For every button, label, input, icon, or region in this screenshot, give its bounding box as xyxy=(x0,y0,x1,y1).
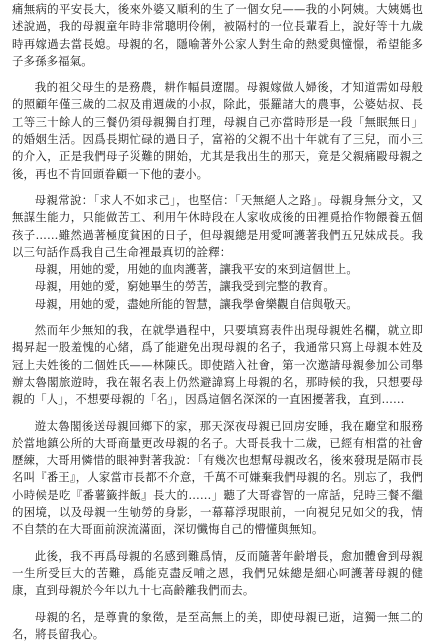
paragraph-1: 痛無病的平安長大，後來外婆又順利的生了一個女兒——我的小阿姨。大姨媽也述說過，我的母親童年時非常聰明伶俐，被隔村的一位長輩看上，說好等十九歲時再嫁過去當長媳。母親的名，隱喻著外公家人對生命的熱愛與憧憬，希望能多子多孫多福氣。 xyxy=(12,1,423,70)
paragraph-4: 然而年少無知的我，在就學過程中，只要填寫表件出現母親姓名欄，就立即揭昇起一股羞愧的心緒，爲了能避免出現母親的名子，我通常只寫上母親本姓及冠上夫姓後的二個姓氏——林陳氏。即使踏入社會，第一次邀請母親參加公司舉辦太魯閣旅遊時，我在報名表上仍然避諱寫上母親的名，那時候的我，只想要母親的「人」，不想要母親的「名」，因爲這個名深深的一直困擾著我，直到…… xyxy=(12,322,423,408)
paragraph-5: 遊太魯閣後送母親回鄉下的家，那天深夜母親已回房安睡，我在廳堂和服務於當地鎮公所的大哥商量更改母親的名子。大哥長我十二歲，已經有相當的社會歷練，大哥用憐惜的眼神對著我說：「有幾次也想幫母親改名，後來發現是隔市長名叫『番王』，人家當市長都不介意，千萬不可嫌棄我們母親的名。別忘了，我們小時候是吃『番薯籤拌飯』長大的……」聽了大哥睿智的一席話，兒時三餐不繼的困境，以及母親一生劬勞的身影，一幕幕浮現眼前，一向視兒兄如父的我，情不自禁的在大哥面前淚流滿面，深切懺悔自己的懵懂與無知。 xyxy=(12,418,423,539)
verse-block xyxy=(12,261,423,313)
paragraph-6: 此後，我不再爲母親的名感到難爲情，反而隨著年齡增長，愈加體會到母親一生所受巨大的苦難，爲能克盡反哺之恩，我們兄妹總是細心呵護著母親的健康，直到母親於今年以九十七高齡離我們而去。 xyxy=(12,548,423,600)
verse-line-3: 母親，用她的愛，盡她所能的智慧，讓我學會樂觀自信與敬天。 xyxy=(12,296,423,313)
paragraph-2: 我的祖父母生的是務農，耕作幅員遼闊。母親嫁做人婦後，才知道需如母般的照顧年僅三歲的二叔及甫週歲的小叔，除此，張羅諸大的農事，公婆姑叔、長工等三十餘人的三餐仍須母親獨自打理，母親自己亦當時形是一段「無眠無日」的婚姻生活。因爲長期忙碌的過日子，富裕的父親不出十年就有了三兒，而小三的介入，正是我們母子災難的開始，尤其是我出生的那天，竟是父親痛毆母親之後，再也不肯回頭眷顧一下他的妻小。 xyxy=(12,79,423,183)
paragraph-7: 母親的名，是尊貴的象徵，是至高無上的美，即使母親已逝，這獨一無二的名，將長留我心。 xyxy=(12,609,423,643)
verse-line-1: 母親，用她的愛，用她的血肉護著，讓我平安的來到這個世上。 xyxy=(12,261,423,278)
verse-line-2: 母親，用她的愛，窮她畢生的勞苦，讓我受到完整的教育。 xyxy=(12,278,423,295)
paragraph-3: 母親常說：「求人不如求己」，也堅信：「天無絕人之路」。母親身無分文，又無謀生能力，只能做苦工、利用午休時段在人家收成後的田裡覓拾作物餵養五個孩子……雖然過著極度貧困的日子，但母親總是用愛呵護著我們五兄妹成長。我以三句話作爲我自己生命裡最真切的詮釋： xyxy=(12,192,423,261)
